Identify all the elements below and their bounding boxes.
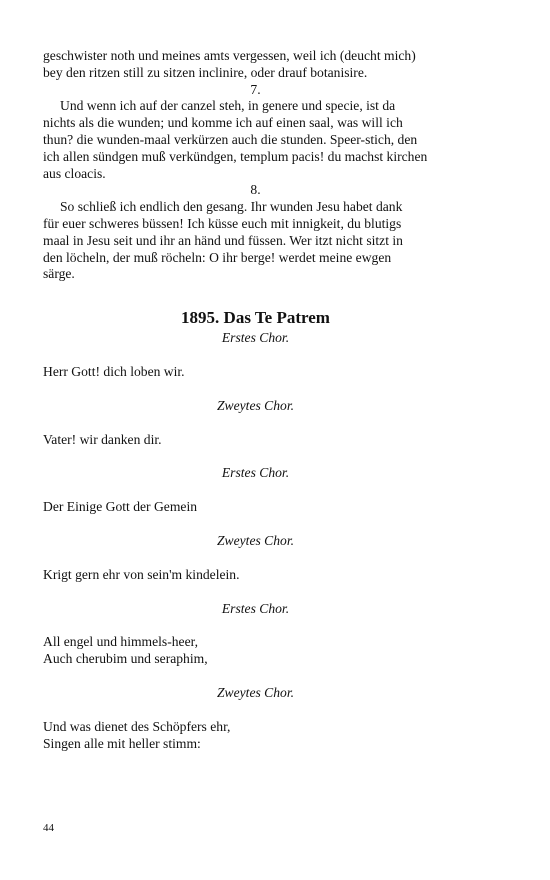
text-line: geschwister noth und meines amts vergessen, weil ich (deucht mich) [43, 48, 416, 63]
choir-label: Zweytes Chor. [216, 532, 295, 548]
text-line: nichts als die wunden; und komme ich auf einen saal, was will ich [43, 115, 403, 131]
continuation-paragraph [43, 48, 468, 82]
verse-line: Vater! wir danken dir. [43, 431, 162, 447]
text-line: für euer schweres büssen! Ich küsse euch mit innigkeit, du blutigs [43, 215, 402, 231]
hymn-section [43, 601, 468, 668]
stanza-7-text [43, 98, 468, 182]
verse-line: Singen alle mit heller stimm: [43, 735, 201, 751]
text-line: ich allen sündgen muß verkündgen, templum pacis! du machst kirchen [43, 148, 428, 164]
hymn-section [43, 533, 468, 584]
choir-label: Zweytes Chor. [216, 684, 295, 700]
verse-line: Krigt gern ehr von sein'm kindelein. [43, 566, 240, 582]
choir-label: Erstes Chor. [221, 600, 290, 616]
text-line: särge. [43, 266, 75, 282]
hymn-section [43, 398, 468, 449]
stanza-number-8: 8. [250, 182, 261, 198]
text-line: den löcheln, der muß röcheln: O ihr berge! werdet meine ewgen [43, 249, 392, 265]
page-body [43, 48, 468, 752]
stanza-8-text [43, 199, 468, 283]
page-number: 44 [43, 822, 54, 834]
hymn-section [43, 465, 468, 516]
choir-label: Erstes Chor. [221, 465, 290, 481]
verse-line: Und was dienet des Schöpfers ehr, [43, 718, 231, 734]
choir-label: Zweytes Chor. [216, 397, 295, 413]
stanza-number-7: 7. [250, 81, 261, 97]
text-line: thun? die wunden-maal verkürzen auch die stunden. Speer-stich, den [43, 131, 418, 147]
text-line: maal in Jesu seit und ihr an händ und füssen. Wer itzt nicht sitzt in [43, 232, 403, 248]
hymn-section [43, 685, 468, 752]
choir-label: Erstes Chor. [221, 330, 290, 346]
hymn-section [43, 330, 468, 381]
text-line: aus cloacis. [43, 165, 106, 181]
text-line: bey den ritzen still zu sitzen inclinire, oder drauf botanisire. [43, 64, 368, 80]
hymn-title: 1895. Das Te Patrem [181, 308, 330, 328]
verse-line: Der Einige Gott der Gemein [43, 499, 198, 515]
verse-line: Auch cherubim und seraphim, [43, 651, 208, 667]
text-line: Und wenn ich auf der canzel steh, in genere und specie, ist da [60, 98, 396, 114]
verse-line: All engel und himmels-heer, [43, 634, 198, 650]
text-line: So schließ ich endlich den gesang. Ihr wunden Jesu habet dank [60, 199, 403, 215]
verse-line: Herr Gott! dich loben wir. [43, 363, 185, 379]
